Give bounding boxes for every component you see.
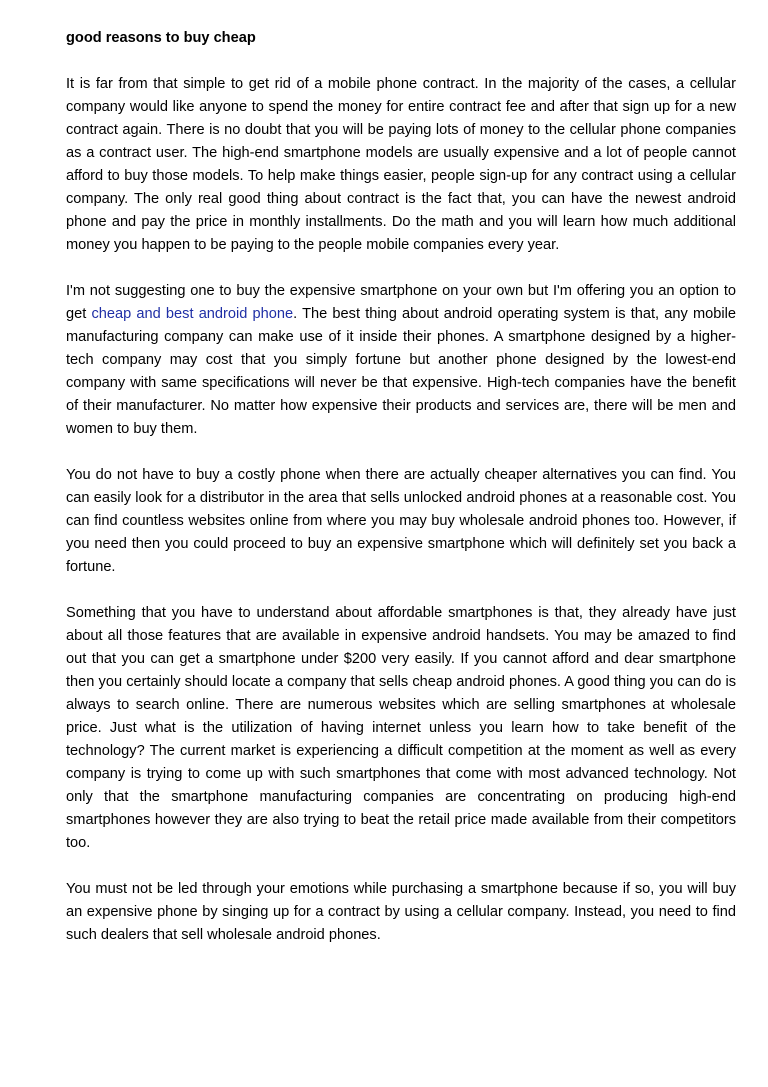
paragraph-2-text-before: I'm not suggesting one to buy the expensive smartphone on your own but I'm offering you an option to get: [66, 283, 736, 322]
document-title: good reasons to buy cheap: [66, 30, 256, 46]
cheap-android-phone-link[interactable]: cheap and best android phone: [91, 306, 294, 322]
paragraph-4: Something that you have to understand about affordable smartphones is that, they already have just about all those features that are available in expensive android handsets. You may be amazed to find out that you can get a smartphone under $200 very easily. If you cannot afford and dear smartphone then you certainly should locate a company that sells cheap android phones. A good thing you can do is always to search online. There are numerous websites which are selling smartphones at wholesale price. Just what is the utilization of having internet unless you learn how to take benefit of the technology? The current market is experiencing a difficult competition at the moment as well as every company is trying to come up with such smartphones that come with most advanced technology. Not only that the smartphone manufacturing companies are concentrating on producing high-end smartphones however they are also trying to beat the retail price made available from their competitors too.: [66, 605, 736, 851]
paragraph-3: You do not have to buy a costly phone when there are actually cheaper alternatives you can find. You can easily look for a distributor in the area that sells unlocked android phones at a reasonable cost. You can find countless websites online from where you may buy wholesale android phones too. However, if you need then you could proceed to buy an expensive smartphone which will definitely set you back a fortune.: [66, 467, 736, 575]
paragraph-2-text-after: . The best thing about android operating system is that, any mobile manufacturing company can make use of it inside their phones. A smartphone designed by a higher-tech company may cost that you simply fortune but another phone designed by the lowest-end company with same specifications will never be that expensive. High-tech companies have the benefit of their manufacturer. No matter how expensive their products and services are, there will be men and women to buy them.: [66, 306, 736, 437]
paragraph-1: It is far from that simple to get rid of a mobile phone contract. In the majority of the cases, a cellular company would like anyone to spend the money for entire contract fee and after that sign up for a new contract again. There is no doubt that you will be paying lots of money to the cellular phone companies as a contract user. The high-end smartphone models are usually expensive and a lot of people cannot afford to buy those models. To help make things easier, people sign-up for any contract using a cellular company. The only real good thing about contract is the fact that, you can have the newest android phone and pay the price in monthly installments. Do the math and you will learn how much additional money you happen to be paying to the people mobile companies every year.: [66, 76, 736, 253]
document-page: [66, 27, 736, 970]
paragraph-2: [66, 280, 736, 441]
paragraph-5: You must not be led through your emotions while purchasing a smartphone because if so, you will buy an expensive phone by singing up for a contract by using a cellular company. Instead, you need to find such dealers that sell wholesale android phones.: [66, 881, 736, 943]
